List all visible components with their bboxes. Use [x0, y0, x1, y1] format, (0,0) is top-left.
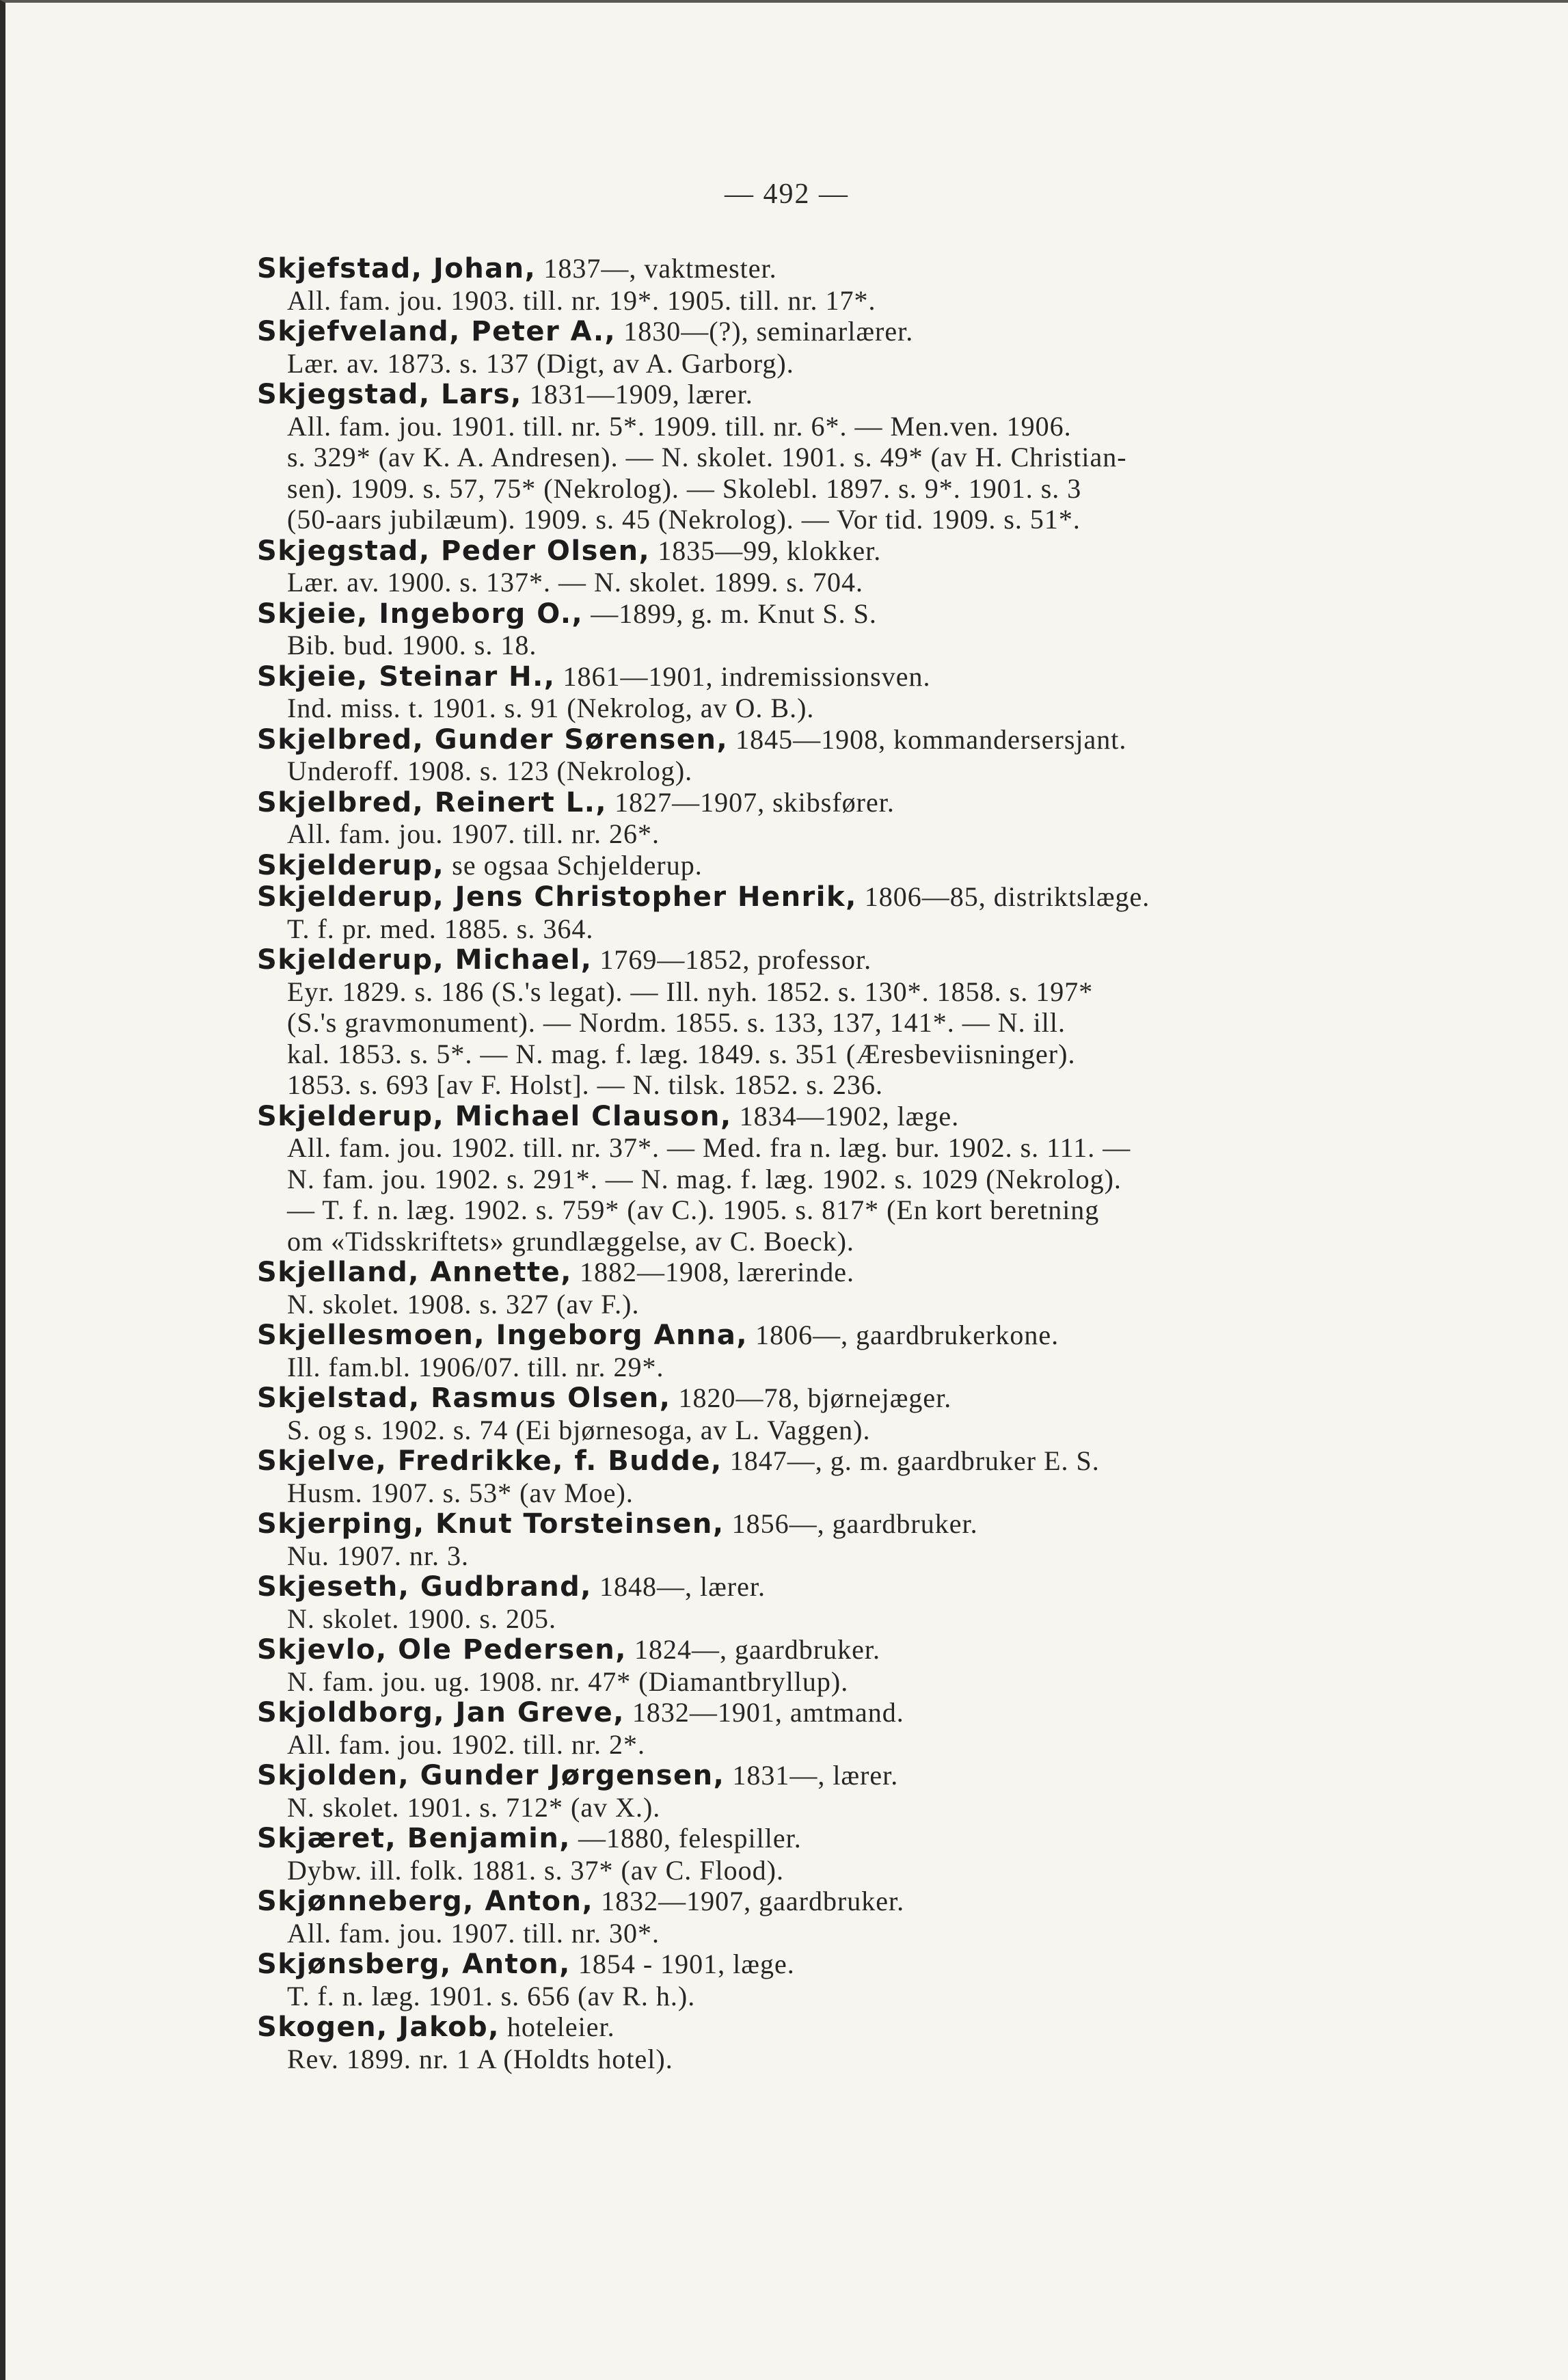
entry: [257, 1320, 1446, 1382]
entry-description: 1882—1908, lærerinde.: [572, 1257, 855, 1287]
entry-heading-line: [257, 787, 1446, 819]
reference-line: — T. f. n. læg. 1902. s. 759* (av C.). 1905. s. 817* (En kort beretning: [287, 1194, 1100, 1225]
entry-description: —1899, g. m. Knut S. S.: [583, 598, 877, 629]
entry-description: 1835—99, klokker.: [650, 535, 882, 566]
reference-line: sen). 1909. s. 57, 75* (Nekrolog). — Skolebl. 1897. s. 9*. 1901. s. 3: [287, 472, 1082, 504]
entry-references: [257, 1478, 1446, 1509]
entry: [257, 535, 1446, 598]
entry-heading-line: [257, 535, 1446, 567]
reference-line: Nu. 1907. nr. 3.: [287, 1540, 469, 1571]
entry-heading-line: [257, 1445, 1446, 1478]
entry-description: —1880, felespiller.: [571, 1823, 802, 1854]
entry-references: [257, 976, 1446, 1101]
entry-references: [257, 1132, 1446, 1257]
entry: [257, 316, 1446, 379]
entry-description: se ogsaa Schjelderup.: [444, 849, 703, 881]
entry-references: [257, 1729, 1446, 1761]
reference-line: T. f. pr. med. 1885. s. 364.: [287, 913, 594, 944]
entry-headword: Skjelderup, Michael,: [257, 944, 593, 976]
entry-description: 1827—1907, skibsfører.: [607, 786, 895, 818]
reference-line: N. fam. jou. ug. 1908. nr. 47* (Diamantbryllup).: [287, 1666, 849, 1697]
entry: [257, 1823, 1446, 1886]
reference-line: Underoff. 1908. s. 123 (Nekrolog).: [287, 756, 693, 786]
entry: [257, 1508, 1446, 1571]
entry-description: 1845—1908, kommandersersjant.: [728, 723, 1127, 755]
entry-description: 1832—1907, gaardbruker.: [593, 1886, 905, 1916]
reference-line: Lær. av. 1873. s. 137 (Digt, av A. Garborg).: [287, 347, 794, 379]
entry: [257, 1949, 1446, 2011]
entry: [257, 1101, 1446, 1257]
entry-headword: Skjønsberg, Anton,: [257, 1949, 571, 1980]
reference-line: Eyr. 1829. s. 186 (S.'s legat). — Ill. nyh. 1852. s. 130*. 1858. s. 197*: [287, 976, 1094, 1007]
entry-description: 1837—, vaktmester.: [536, 253, 777, 284]
entry-heading-line: [257, 379, 1446, 411]
entry-heading-line: [257, 1508, 1446, 1540]
reference-line: Rev. 1899. nr. 1 A (Holdts hotel).: [287, 2043, 673, 2074]
reference-line: om «Tidsskriftets» grundlæggelse, av C. Boeck).: [287, 1225, 854, 1257]
entry-description: 1831—, lærer.: [725, 1760, 899, 1791]
entry-heading-line: [257, 1886, 1446, 1918]
entry-references: [257, 2044, 1446, 2075]
reference-line: Lær. av. 1900. s. 137*. — N. skolet. 1899. s. 704.: [287, 567, 863, 598]
entry: [257, 850, 1446, 882]
entry-heading-line: [257, 1571, 1446, 1603]
entry: [257, 661, 1446, 724]
entry-headword: Skjolden, Gunder Jørgensen,: [257, 1760, 725, 1791]
entry-headword: Skjegstad, Lars,: [257, 379, 522, 410]
entry: [257, 881, 1446, 944]
entry-heading-line: [257, 1697, 1446, 1729]
entry-list: [257, 253, 1446, 2074]
entry-references: [257, 1666, 1446, 1698]
entry: [257, 1697, 1446, 1760]
reference-line: All. fam. jou. 1901. till. nr. 5*. 1909. till. nr. 6*. — Men.ven. 1906.: [287, 410, 1072, 442]
entry-references: [257, 630, 1446, 661]
entry-heading-line: [257, 881, 1446, 913]
entry-heading-line: [257, 1760, 1446, 1792]
entry-headword: Skjerping, Knut Torsteinsen,: [257, 1508, 725, 1540]
entry-description: 1824—, gaardbruker.: [626, 1634, 880, 1665]
entry-references: [257, 411, 1446, 535]
entry-description: 1830—(?), seminarlærer.: [616, 316, 914, 347]
entry-references: [257, 567, 1446, 598]
entry-description: 1861—1901, indremissionsven.: [555, 660, 931, 692]
entry-description: 1848—, lærer.: [592, 1571, 766, 1602]
reference-line: Husm. 1907. s. 53* (av Moe).: [287, 1477, 634, 1508]
entry-description: 1856—, gaardbruker.: [724, 1508, 978, 1539]
entry-heading-line: [257, 598, 1446, 630]
entry-heading-line: [257, 1634, 1446, 1666]
entry-references: [257, 348, 1446, 379]
entry-heading-line: [257, 1257, 1446, 1289]
entry-references: [257, 1352, 1446, 1383]
entry: [257, 1257, 1446, 1320]
entry-headword: Skjelstad, Rasmus Olsen,: [257, 1382, 671, 1414]
entry-description: 1854 - 1901, læge.: [570, 1949, 795, 1979]
entry-headword: Skjefstad, Johan,: [257, 253, 537, 284]
entry-headword: Skjoldborg, Jan Greve,: [257, 1697, 625, 1728]
entry-description: 1832—1901, amtmand.: [624, 1697, 904, 1728]
entry: [257, 379, 1446, 535]
reference-line: Ind. miss. t. 1901. s. 91 (Nekrolog, av O. B.).: [287, 693, 815, 723]
entry-heading-line: [257, 1382, 1446, 1415]
entry-headword: Skjeie, Steinar H.,: [257, 660, 556, 693]
reference-line: N. fam. jou. 1902. s. 291*. — N. mag. f. læg. 1902. s. 1029 (Nekrolog).: [287, 1163, 1122, 1194]
entry-references: [257, 285, 1446, 317]
reference-line: (S.'s gravmonument). — Nordm. 1855. s. 133, 137, 141*. — N. ill.: [287, 1007, 1066, 1038]
entry: [257, 1571, 1446, 1634]
reference-line: (50-aars jubilæum). 1909. s. 45 (Nekrolog). — Vor tid. 1909. s. 51*.: [287, 504, 1081, 535]
entry-headword: Skjelve, Fredrikke, f. Budde,: [257, 1445, 722, 1477]
entry-references: [257, 1918, 1446, 1949]
entry-heading-line: [257, 724, 1446, 756]
reference-line: All. fam. jou. 1907. till. nr. 30*.: [287, 1917, 660, 1949]
reference-line: All. fam. jou. 1902. till. nr. 2*.: [287, 1728, 645, 1760]
entry-description: 1834—1902, læge.: [731, 1100, 960, 1132]
entry: [257, 944, 1446, 1101]
entry-heading-line: [257, 253, 1446, 285]
entry-headword: Skjæret, Benjamin,: [257, 1823, 571, 1854]
entry-heading-line: [257, 1320, 1446, 1352]
entry-description: 1806—, gaardbrukerkone.: [748, 1320, 1059, 1350]
entry-references: [257, 1415, 1446, 1446]
entry-headword: Skjeie, Ingeborg O.,: [257, 598, 584, 630]
entry-heading-line: [257, 944, 1446, 976]
entry-headword: Skjefveland, Peter A.,: [257, 316, 617, 347]
entry-references: [257, 1603, 1446, 1635]
entry-references: [257, 693, 1446, 724]
reference-line: Bib. bud. 1900. s. 18.: [287, 630, 537, 660]
entry: [257, 1634, 1446, 1697]
entry-description: 1831—1909, lærer.: [522, 379, 753, 410]
reference-line: All. fam. jou. 1902. till. nr. 37*. — Med. fra n. læg. bur. 1902. s. 111. —: [287, 1132, 1131, 1163]
page-number: — 492 —: [725, 178, 849, 210]
entry-references: [257, 1792, 1446, 1823]
entry-references: [257, 913, 1446, 945]
entry-headword: Skjelland, Annette,: [257, 1257, 572, 1288]
reference-line: 1853. s. 693 [av F. Holst]. — N. tilsk. 1852. s. 236.: [287, 1069, 884, 1100]
entry-heading-line: [257, 1949, 1446, 1981]
entry: [257, 787, 1446, 850]
entry-headword: Skjelbred, Reinert L.,: [257, 786, 608, 818]
entry: [257, 1382, 1446, 1445]
entry-references: [257, 756, 1446, 787]
entry-references: [257, 818, 1446, 850]
entry-headword: Skjellesmoen, Ingeborg Anna,: [257, 1320, 748, 1351]
entry-references: [257, 1289, 1446, 1320]
entry-description: 1820—78, bjørnejæger.: [671, 1382, 952, 1413]
entry-description: 1806—85, distriktslæge.: [856, 881, 1150, 912]
entry-description: hoteleier.: [499, 2011, 615, 2042]
entry: [257, 2011, 1446, 2074]
entry-headword: Skogen, Jakob,: [257, 2011, 500, 2043]
entry-headword: Skjelbred, Gunder Sørensen,: [257, 723, 729, 756]
entry-headword: Skjelderup, Jens Christopher Henrik,: [257, 881, 857, 913]
reference-line: N. skolet. 1900. s. 205.: [287, 1603, 556, 1634]
entry-headword: Skjeseth, Gudbrand,: [257, 1571, 593, 1603]
reference-line: All. fam. jou. 1903. till. nr. 19*. 1905. till. nr. 17*.: [287, 284, 876, 316]
reference-line: All. fam. jou. 1907. till. nr. 26*.: [287, 818, 660, 849]
entry: [257, 1760, 1446, 1823]
entry-heading-line: [257, 2011, 1446, 2044]
reference-line: s. 329* (av K. A. Andresen). — N. skolet. 1901. s. 49* (av H. Christian-: [287, 442, 1127, 472]
entry-heading-line: [257, 661, 1446, 693]
entry-heading-line: [257, 850, 1446, 882]
entry: [257, 598, 1446, 661]
entry-headword: Skjelderup, Michael Clauson,: [257, 1100, 732, 1132]
entry-heading-line: [257, 316, 1446, 348]
entry-description: 1769—1852, professor.: [592, 944, 872, 975]
entry-references: [257, 1540, 1446, 1572]
reference-line: N. skolet. 1908. s. 327 (av F.).: [287, 1288, 640, 1320]
entry: [257, 253, 1446, 316]
reference-line: N. skolet. 1901. s. 712* (av X.).: [287, 1791, 661, 1823]
entry-heading-line: [257, 1823, 1446, 1855]
entry-headword: Skjegstad, Peder Olsen,: [257, 535, 651, 567]
reference-line: Dybw. ill. folk. 1881. s. 37* (av C. Flood).: [287, 1854, 784, 1886]
entry: [257, 1445, 1446, 1508]
entry-headword: Skjelderup,: [257, 849, 445, 881]
reference-line: kal. 1853. s. 5*. — N. mag. f. læg. 1849. s. 351 (Æresbeviisninger).: [287, 1038, 1076, 1069]
entry-description: 1847—, g. m. gaardbruker E. S.: [722, 1445, 1100, 1476]
entry-references: [257, 1855, 1446, 1886]
entry-headword: Skjevlo, Ole Pedersen,: [257, 1634, 627, 1666]
entry-references: [257, 1981, 1446, 2012]
reference-line: S. og s. 1902. s. 74 (Ei bjørnesoga, av L. Vaggen).: [287, 1414, 871, 1445]
reference-line: T. f. n. læg. 1901. s. 656 (av R. h.).: [287, 1980, 696, 2011]
reference-line: Ill. fam.bl. 1906/07. till. nr. 29*.: [287, 1351, 664, 1382]
entry-heading-line: [257, 1101, 1446, 1133]
entry: [257, 724, 1446, 787]
entry-headword: Skjønneberg, Anton,: [257, 1886, 594, 1917]
entry: [257, 1886, 1446, 1949]
